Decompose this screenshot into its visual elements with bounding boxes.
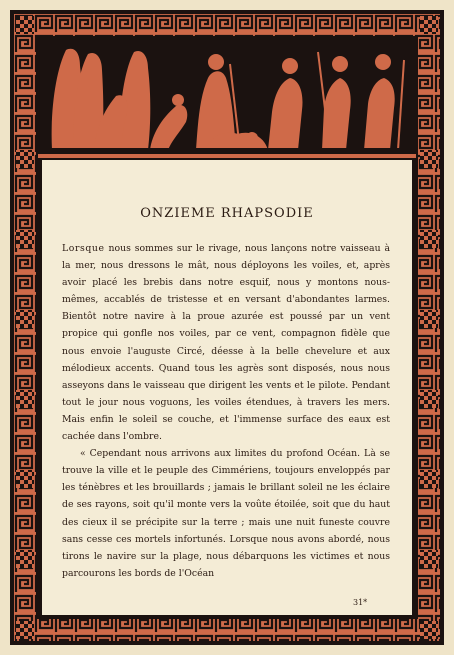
- paragraph-2-text: « Cependant nous arrivons aux limites du profond Océan. Là se trouve la ville et le peuple des Cimmériens, toujours enveloppés par les ténèbres et les brouillards ; jamais le brillant soleil ne les éclaire de ses rayons, soit qu'il monte vers la voûte étoilée, soit que du haut des cieux il se précipite sur la terre ; mais une nuit funeste couvre sans cesse ces mortels infortunés. Lorsque nous avons abordé, nous tirons le navire sur la plage, nous débarquons les victimes et nous parcourons les bords de l'Océan: [62, 448, 390, 579]
- body-text: [62, 240, 390, 582]
- page-number: 31*: [353, 598, 368, 607]
- dropcap-word: Lorsque: [62, 243, 105, 254]
- paragraph-1-text: nous sommes sur le rivage, nous lançons notre vaisseau à la mer, nous dressons le mât, nous déployons les voiles, et, après avoir placé les brebis dans notre esquif, nous y montons nous-mêmes, accablés de tristesse et en versant d'abondantes larmes. Bientôt notre navire à la proue azurée est poussé par un vent propice qui gonfle nos voiles, par ce vent, compagnon fidèle que nous envoie l'auguste Circé, déesse à la belle chevelure et aux mélodieux accents. Quand tous les agrès sont disposés, nous nous asseyons dans le vaisseau que dirigent les vents et le pilote. Pendant tout le jour nous voguons, les voiles étendues, à travers les mers. Mais enfin le soleil se couche, et l'immense surface des eaux est cachée dans l'ombre.: [62, 243, 390, 443]
- greek-vase-frieze: [38, 38, 416, 158]
- paragraph-1: [62, 240, 390, 445]
- paragraph-2: [62, 445, 390, 582]
- chapter-title: ONZIEME RHAPSODIE: [140, 206, 314, 221]
